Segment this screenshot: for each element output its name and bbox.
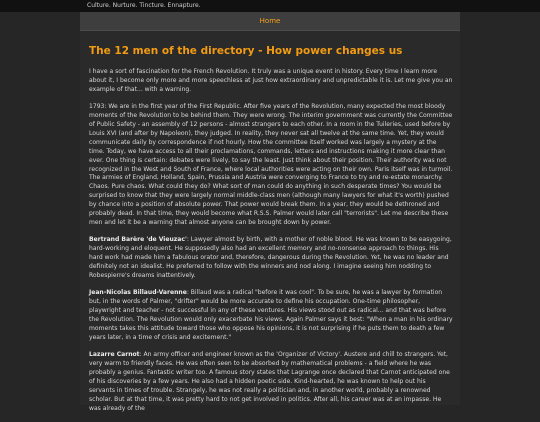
article-body [89, 68, 453, 422]
paragraph-billaud [89, 289, 453, 342]
main-content [80, 31, 460, 412]
top-bar [0, 0, 540, 12]
paragraph-carnot [89, 351, 453, 413]
paragraph-context: 1793: We are in the first year of the First Republic. After five years of the Revolution, many expected the most bloody moments of the Revolution to be behind them. They were wrong. The interim government was currently the Committee of Public Safety - an assembly of 12 persons - almost strangers to each other. In a room in the Tuileries, used before by Louis XVI (and after by Napoleon), they judged. In reality, they never sat all twelve at the same time. Yet, they would communicate daily by correspondence if not hourly. How the committee itself worked was largely a mystery at the time. Today, we have access to all their proclamations, commands, letters and instructions making it more clear than ever. One thing is certain: debates were lively, to say the least. Just think about their position. Their authority was not recognized in the West and South of France, where local authorities were acting on their own. Paris itself was in turmoil. The armies of England, Holland, Spain, Prussia and Austria were converging to France to try and re-estate monarchy. Chaos. Pure chaos. What could they do? What sort of man could do anything in such desperate times? You would be surprised to know that they were largely normal middle-class men (although many lawyers for what it's worth) pushed by chance into a position of absolute power. That power would break them. In a year, they would be dethroned and probably dead. In that time, they would become what R.S.S. Palmer would later call "terrorists". Let me describe these men and let it be a warning that almost anyone can be brought down by power. [89, 103, 453, 226]
nav-home-link[interactable]: Home [259, 17, 281, 25]
person-name-billaud: Jean-Nicolas Billaud-Varenne [89, 289, 187, 297]
navigation-bar [80, 12, 460, 31]
site-tagline: Culture. Nurture. Tincture. Ennapture. [87, 2, 201, 9]
person-bio-billaud: : Billaud was a radical "before it was cool". To be sure, he was a lawyer by formation but, in the words of Palmer, "drifter" would be more accurate to define his occupation. One-time philosopher, playwright and teacher - not successful in any of these ventures. His views stood out as radical... and that was before the Revolution. The Revolution would only exacerbate his views. Again Palmer says it best: "When a man in his ordinary moments takes this attitude toward those who oppose his opinions, it is not surprising if he puts them to death a few years later, in a time of crisis and excitement." [89, 289, 453, 341]
person-name-barere: Bertrand Barère 'de Vieuzac' [89, 236, 187, 244]
paragraph-barere [89, 236, 453, 281]
paragraph-intro: I have a sort of fascination for the French Revolution. It truly was a unique event in history. Every time I learn more about it, I become only more and more speechless at just how extraordinary and unpredictable it is. Let me give you an example of that... with a warning. [89, 68, 453, 93]
person-bio-barere: : Lawyer almost by birth, with a mother of noble blood. He was known to be easygoing, hard-working and eloquent. He supposedly also had an excellent memory and no-nonsense approach to things. His hard work had made him a fabulous orator and, therefore, dangerous during the Revolution. Yet, he was no leader and definitely not an idealist. He preferred to follow with the winners and nod along. I imagine seeing him nodding to Robespierre's dreams inattentively. [89, 236, 452, 280]
person-name-carnot: Lazarre Carnot [89, 351, 140, 359]
person-bio-carnot: : An army officer and engineer known as the 'Organizer of Victory'. Austere and chill to strangers. Yet, very warm to friendly faces. He was often seen to be absorbed by mathematical problems - a field where he was probably a genius. Fantastic writer too. A famous story states that Lagrange once declared that Carnot anticipated one of his discoveries by a few years. He also had a hidden poetic side. Kind-hearted, he was known to help out his servants in times of trouble. Strangely, he was not really a politician and, in another world, probably a renowned scholar. But at that time, it was pretty hard to not get involved in politics. After all, his career was at an impasse. He was already of the [89, 351, 450, 412]
article-title: The 12 men of the directory - How power changes us [89, 45, 403, 57]
